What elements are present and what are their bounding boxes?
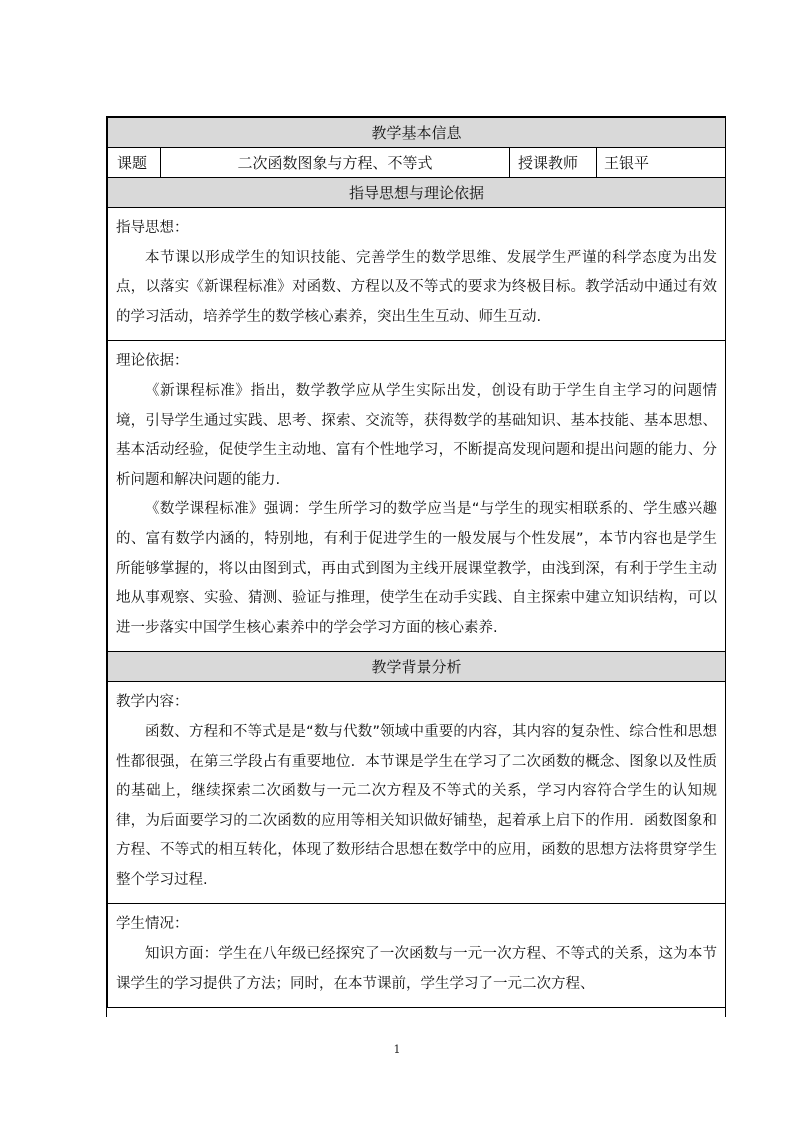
lesson-plan-table	[106, 116, 726, 1017]
teacher-value: 王银平	[597, 148, 726, 178]
students-cell	[108, 904, 726, 1008]
topic-value: 二次函数图象与方程、不等式	[161, 148, 510, 178]
page-number: 1	[393, 1043, 401, 1056]
guide-label: 指导思想：	[116, 220, 189, 236]
section-title: 教学基本信息	[108, 118, 726, 148]
theory-cell	[108, 341, 726, 652]
students-label: 学生情况：	[116, 916, 189, 933]
section-header-guide	[108, 178, 726, 208]
info-row	[108, 148, 726, 178]
students-paragraph: 知识方面：学生在八年级已经探究了一次函数与一元一次方程、不等式的关系，这为本节课学生的学习提供了方法；同时，在本节课前，学生学习了一元二次方程、	[116, 946, 718, 992]
content-label: 教学内容：	[116, 694, 189, 711]
theory-paragraph-1: 《新课程标准》指出，数学教学应从学生实际出发，创设有助于学生自主学习的问题情境，引导学生通过实践、思考、探索、交流等，获得数学的基础知识、基本技能、基本思想、基本活动经验，促使学生主动地、富有个性地学习，不断提高发现问题和提出问题的能力、分析问题和解决问题的能力.	[116, 382, 718, 488]
theory-paragraph-2: 《数学课程标准》强调：学生所学习的数学应当是“与学生的现实相联系的、学生感兴趣的、富有数学内涵的，特别地，有利于促进学生的一般发展与个性发展”，本节内容也是学生所能够掌握的，将以由图到式，再由式到图为主线开展课堂教学，由浅到深，有利于学生主动地从事观察、实验、猜测、验证与推理，使学生在动手实践、自主探索中建立知识结构，可以进一步落实中国学生核心素养中的学会学习方面的核心素养.	[116, 501, 718, 636]
section-header-background	[108, 652, 726, 682]
section-header-basic-info	[108, 118, 726, 148]
guide-cell	[108, 208, 726, 341]
theory-label: 理论依据：	[116, 353, 189, 370]
content-paragraph: 函数、方程和不等式是是“数与代数”领域中重要的内容，其内容的复杂性、综合性和思想性都很强，在第三学段占有重要地位．本节课是学生在学习了二次函数的概念、图象以及性质的基础上，继续探索二次函数与一元二次方程及不等式的关系，学习内容符合学生的认知规律，为后面要学习的二次函数的应用等相关知识做好铺垫，起着承上启下的作用．函数图象和方程、不等式的相互转化，体现了数形结合思想在数学中的应用，函数的思想方法将贯穿学生整个学习过程.	[116, 723, 718, 888]
section-title: 指导思想与理论依据	[108, 178, 726, 208]
topic-label: 课题	[108, 148, 161, 178]
teacher-label: 授课教师	[510, 148, 597, 178]
content-cell	[108, 682, 726, 904]
guide-paragraph: 本节课以形成学生的知识技能、完善学生的数学思维、发展学生严谨的科学态度为出发点，以落实《新课程标准》对函数、方程以及不等式的要求为终极目标。教学活动中通过有效的学习活动，培养学生的数学核心素养，突出生生互动、师生互动.	[116, 249, 718, 325]
section-title: 教学背景分析	[108, 652, 726, 682]
